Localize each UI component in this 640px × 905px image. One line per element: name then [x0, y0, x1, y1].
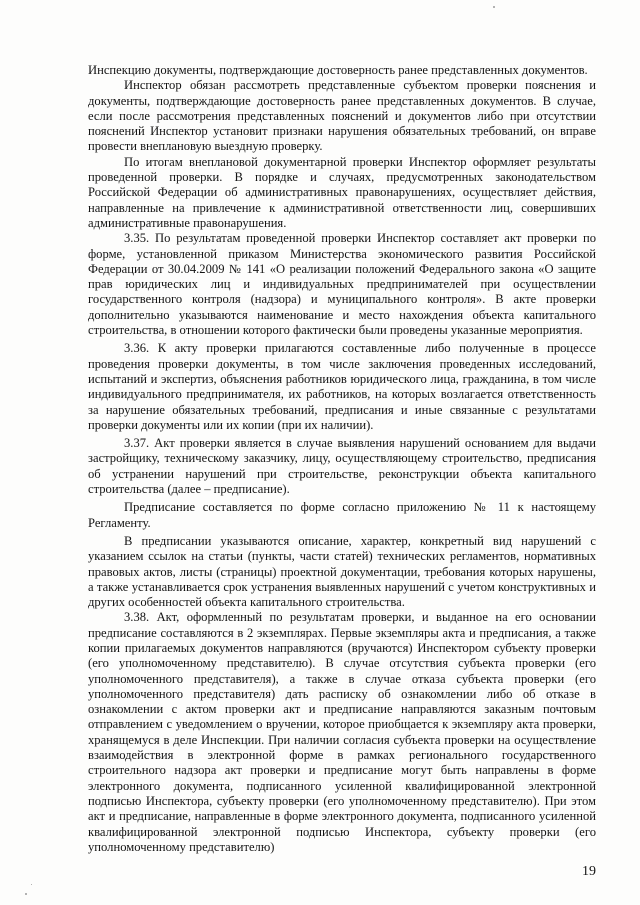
scan-speck — [25, 893, 27, 895]
paragraph: Инспекцию документы, подтверждающие достоверность ранее представленных документов. — [88, 63, 588, 77]
scan-speck — [31, 884, 32, 885]
paragraph: Предписание составляется по форме согласно приложению № 11 к настоящему Регламенту. — [88, 500, 596, 530]
paragraph: 3.37. Акт проверки является в случае выявления нарушений основанием для выдачи застройщику, техническому заказчику, лицу, осуществляющему строительство, предписания об устранении нарушений при строительстве, реконструкции объекта капитального строительства (далее – предписание). — [88, 436, 596, 497]
paragraph: В предписании указываются описание, характер, конкретный вид нарушений с указанием ссылок на статьи (пункты, части статей) технических регламентов, нормативных правовых актов, листы (страницы) проектной документации, требования которых нарушены, а также устанавливается срок устранения выявленных нарушений с учетом конструктивных и других особенностей объекта капитального строительства. — [88, 533, 596, 610]
paragraph: 3.35. По результатам проведенной проверки Инспектор составляет акт проверки по форме, установленной приказом Министерства экономического развития Российской Федерации от 30.04.2009 № 141 «О реализации положений Федерального закона «О защите прав юридических лиц и индивидуальных предпринимателей при осуществлении государственного контроля (надзора) и муниципального контроля». В акте проверки дополнительно указываются наименование и место нахождения объекта капитального строительства, в отношении которого фактически были проведены указанные мероприятия. — [88, 231, 596, 338]
scan-speck — [493, 6, 495, 8]
paragraph: По итогам внеплановой документарной проверки Инспектор оформляет результаты проведенной проверки. В порядке и случаях, предусмотренных законодательством Российской Федерации об административных правонарушениях, осуществляет действия, направленные на привлечение к административной ответственности лиц, совершивших административные правонарушения. — [88, 154, 596, 230]
document-body — [88, 63, 596, 855]
paragraph: Инспектор обязан рассмотреть представленные субъектом проверки пояснения и документы, подтверждающие достоверность ранее представленных документов. В случае, если после рассмотрения представленных пояснений и документов либо при отсутствии пояснений Инспектор установит признаки нарушения обязательных требований, он вправе провести внеплановую выездную проверку. — [88, 78, 596, 154]
paragraph: 3.38. Акт, оформленный по результатам проверки, и выданное на его основании предписание составляются в 2 экземплярах. Первые экземпляры акта и предписания, а также копии прилагаемых документов направляются (вручаются) Инспектором субъекту проверки (его уполномоченному представителю). В случае отсутствия субъекта проверки (его уполномоченного представителя), а также в случае отказа субъекта проверки (его уполномоченного представителя) дать расписку об ознакомлении либо об отказе в ознакомлении с актом проверки акт и предписание направляются заказным почтовым отправлением с уведомлением о вручении, которое приобщается к экземпляру акта проверки, хранящемуся в деле Инспекции. При наличии согласия субъекта проверки на осуществление взаимодействия в электронной форме в рамках регионального государственного строительного надзора акт проверки и предписание могут быть направлены в форме электронного документа, подписанного усиленной квалифицированной электронной подписью Инспектора, субъекту проверки (его уполномоченному представителю). При этом акт и предписание, направленные в форме электронного документа, подписанного усиленной квалифицированной электронной подписью Инспектора, субъекту проверки (его уполномоченному представителю) — [88, 610, 596, 854]
page-number: 19 — [582, 864, 596, 879]
paragraph: 3.36. К акту проверки прилагаются составленные либо полученные в процессе проведения проверки документы, в том числе заключения проведенных исследований, испытаний и экспертиз, объяснения работников юридического лица, гражданина, в том числе индивидуального предпринимателя, их работников, на которых возлагается ответственность за нарушение обязательных требований, предписания и иные связанные с результатами проверки документы или их копии (при их наличии). — [88, 341, 596, 432]
